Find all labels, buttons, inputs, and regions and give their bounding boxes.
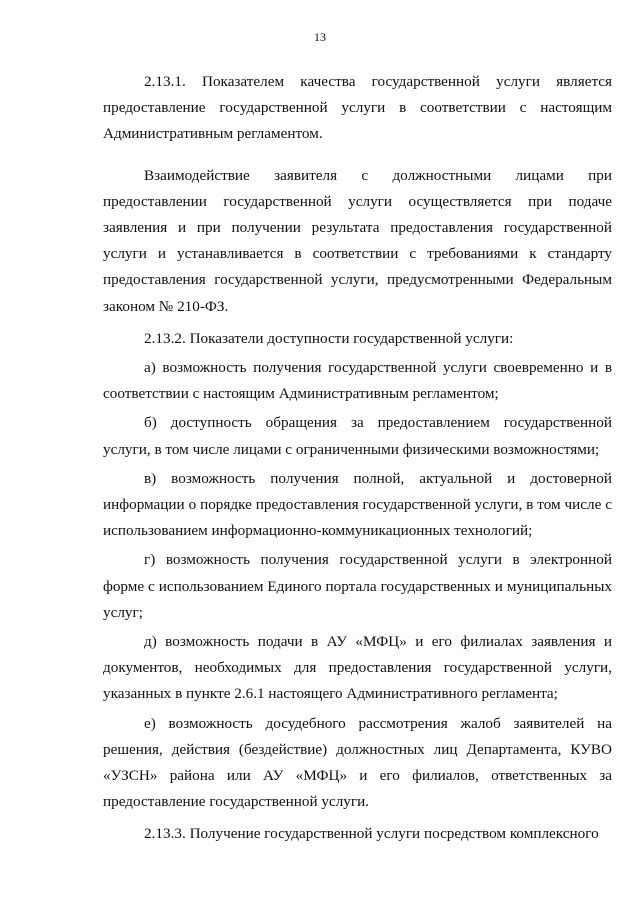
list-item-d: д) возможность подачи в АУ «МФЦ» и его филиалах заявления и документов, необходимых для предоставления государственной услуги, указанных в пункте 2.6.1 настоящего Административного регламента; [103, 633, 612, 703]
list-item-v: в) возможность получения полной, актуальной и достоверной информации о порядке предоставления государственной услуги, в том числе с использованием информационно-коммуникационных технологий; [103, 469, 612, 540]
paragraph-2-13-2: 2.13.2. Показатели доступности государственной услуги: [144, 329, 514, 347]
paragraph-interaction: Взаимодействие заявителя с должностными лицами при предоставлении государственной услуги осуществляется при подаче заявления и при получении результата предоставления государственной услуги и устанавливается в соответствии с требованиями к стандарту предоставления государственной услуги, предусмотренными Федеральным законом № 210-ФЗ. [103, 166, 612, 315]
page-number: 13 [314, 30, 326, 44]
paragraph-2-13-3: 2.13.3. Получение государственной услуги посредством комплексного [144, 825, 599, 843]
list-item-e: е) возможность досудебного рассмотрения жалоб заявителей на решения, действия (бездействие) должностных лиц Департамента, КУВО «УЗСН» района или АУ «МФЦ» и его филиалов, ответственных за предоставление государственной услуги. [103, 714, 612, 811]
list-item-a: а) возможность получения государственной услуги своевременно и в соответствии с настоящим Административным регламентом; [103, 359, 612, 403]
list-item-b: б) доступность обращения за предоставлением государственной услуги, в том числе лицами с ограниченными физическими возможностями; [103, 414, 612, 458]
list-item-g: г) возможность получения государственной услуги в электронной форме с использованием Единого портала государственных и муниципальных услуг; [103, 551, 612, 621]
paragraph-2-13-1: 2.13.1. Показателем качества государственной услуги является предоставление государственной услуги в соответствии с настоящим Административным регламентом. [103, 73, 612, 143]
document-body [103, 69, 612, 848]
